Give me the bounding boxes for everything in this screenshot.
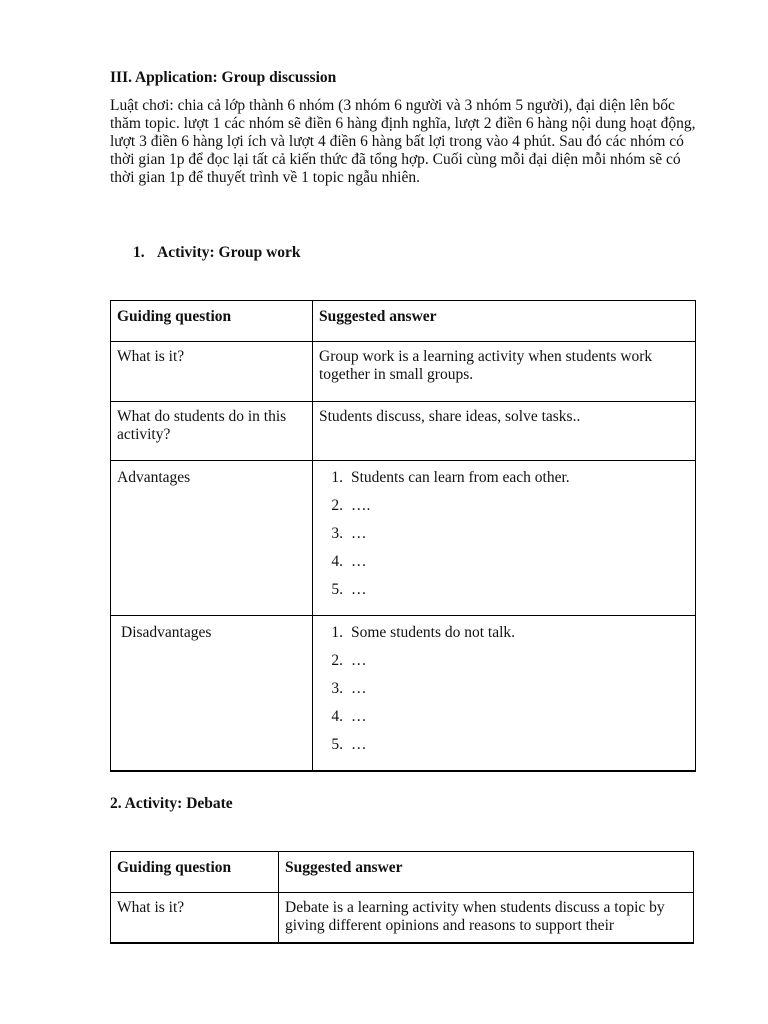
list-item-number: 3. xyxy=(331,680,343,697)
group-work-table xyxy=(110,300,696,772)
activity-2-heading: 2. Activity: Debate xyxy=(110,795,233,812)
activity-1-number: 1. xyxy=(133,244,145,261)
advantages-list xyxy=(319,469,689,609)
list-item-text: … xyxy=(351,525,367,542)
answer-cell: Students discuss, share ideas, solve tasks.. xyxy=(313,402,696,461)
table-row xyxy=(111,461,696,616)
list-item-text: … xyxy=(351,736,367,753)
header-guiding-question: Guiding question xyxy=(111,301,313,342)
answer-text: Debate is a learning activity when students discuss a topic by giving different opinions and reasons to support their xyxy=(285,899,665,934)
list-item-number: 2. xyxy=(331,497,343,514)
table-header-row xyxy=(111,301,696,342)
table-header-row xyxy=(111,852,694,893)
table-row xyxy=(111,893,694,943)
list-item-text: … xyxy=(351,553,367,570)
list-item-text: Students can learn from each other. xyxy=(351,469,570,486)
list-item xyxy=(319,553,689,581)
list-item-text: … xyxy=(351,708,367,725)
list-item-number: 5. xyxy=(331,736,343,753)
list-item-number: 1. xyxy=(331,624,343,641)
question-cell: What is it? xyxy=(111,893,279,943)
header-guiding-question: Guiding question xyxy=(111,852,279,893)
table-row xyxy=(111,402,696,461)
list-item xyxy=(319,469,689,497)
question-cell: What do students do in this activity? xyxy=(111,402,313,461)
activity-1-heading xyxy=(133,244,301,262)
list-item xyxy=(319,708,689,736)
list-item xyxy=(319,624,689,652)
list-item-text: Some students do not talk. xyxy=(351,624,516,641)
table-row xyxy=(111,342,696,402)
list-item-number: 3. xyxy=(331,525,343,542)
list-item-number: 2. xyxy=(331,652,343,669)
header-suggested-answer: Suggested answer xyxy=(313,301,696,342)
list-item-text: … xyxy=(351,581,367,598)
activity-1-title: Activity: Group work xyxy=(157,244,301,261)
list-item xyxy=(319,652,689,680)
list-item xyxy=(319,525,689,553)
list-item-number: 5. xyxy=(331,581,343,598)
list-item-text: …. xyxy=(351,497,371,514)
list-item-text: … xyxy=(351,652,367,669)
disadvantages-list xyxy=(319,624,689,764)
answer-cell xyxy=(313,616,696,772)
header-suggested-answer: Suggested answer xyxy=(279,852,694,893)
answer-cell: Group work is a learning activity when students work together in small groups. xyxy=(313,342,696,402)
list-item xyxy=(319,581,689,609)
list-item-number: 1. xyxy=(331,469,343,486)
question-cell: What is it? xyxy=(111,342,313,402)
list-item xyxy=(319,680,689,708)
section-heading: III. Application: Group discussion xyxy=(110,69,337,86)
table-row xyxy=(111,616,696,772)
answer-cell xyxy=(313,461,696,616)
list-item xyxy=(319,736,689,764)
answer-cell xyxy=(279,893,694,943)
question-cell: Disadvantages xyxy=(111,616,313,772)
debate-table xyxy=(110,851,694,944)
game-rules-paragraph: Luật chơi: chia cả lớp thành 6 nhóm (3 nhóm 6 người và 3 nhóm 5 người), đại diện lên bốc thăm topic. lượt 1 các nhóm sẽ điền 6 hàng định nghĩa, lượt 2 điền 6 hàng nội dung hoạt động, lượt 3 điền 6 hàng lợi ích và lượt 4 điền 6 hàng bất lợi trong vào 4 phút. Sau đó các nhóm có thời gian 1p để đọc lại tất cả kiến thức đã tổng hợp. Cuối cùng mỗi đại diện mỗi nhóm sẽ có thời gian 1p để thuyết trình về 1 topic ngẫu nhiên. xyxy=(110,97,696,186)
list-item-number: 4. xyxy=(331,708,343,725)
list-item-number: 4. xyxy=(331,553,343,570)
question-cell: Advantages xyxy=(111,461,313,616)
list-item xyxy=(319,497,689,525)
list-item-text: … xyxy=(351,680,367,697)
